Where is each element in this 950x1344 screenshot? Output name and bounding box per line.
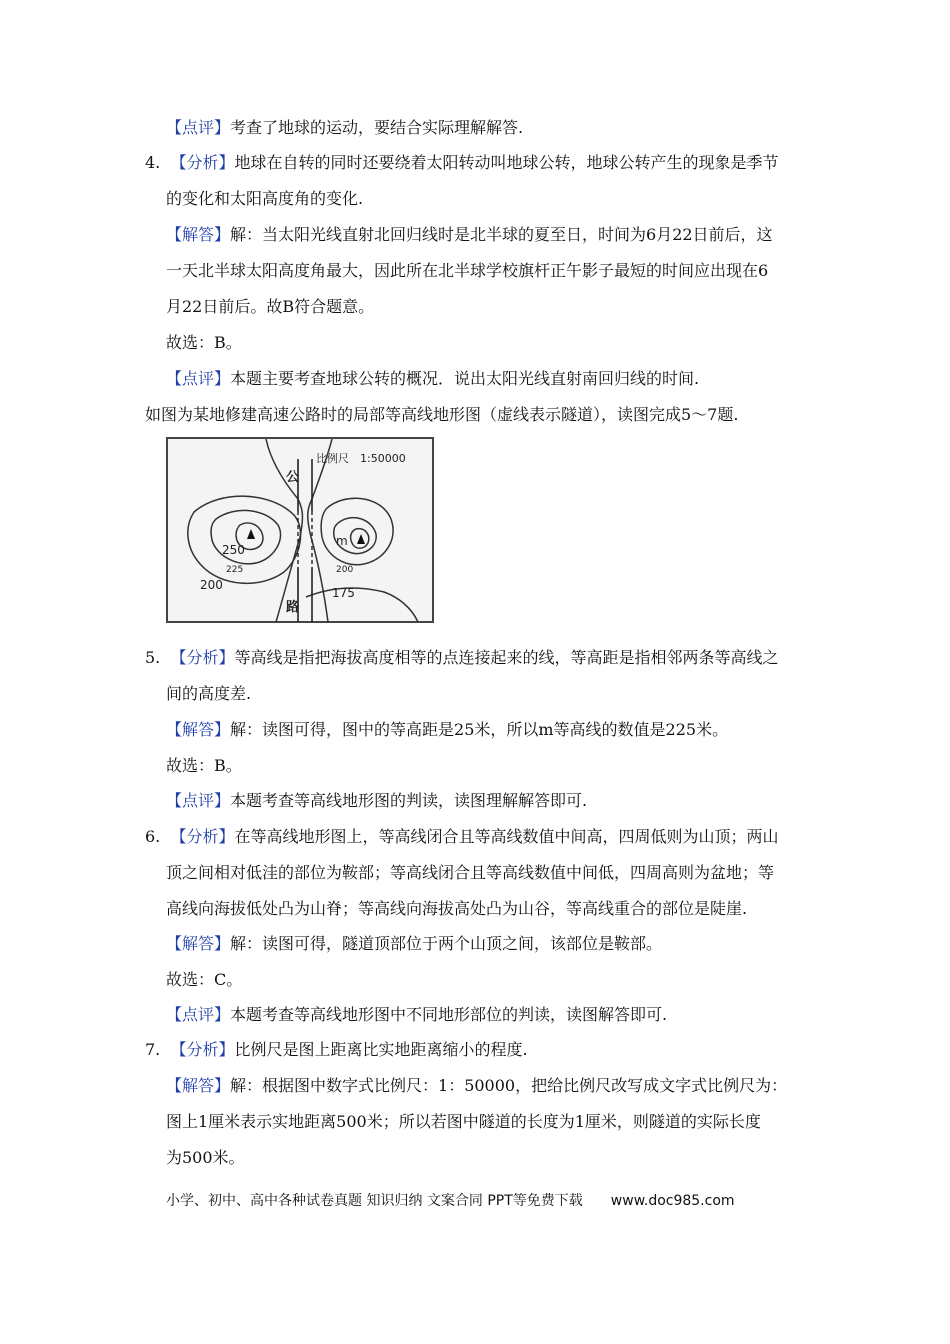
- footer-text: 小学、初中、高中各种试卷真题 知识归纳 文案合同 PPT等免费下载: [166, 1193, 583, 1209]
- question-4-answer: [166, 224, 773, 246]
- contour-label-225: 225: [226, 565, 244, 575]
- review-tag: 【点评】: [166, 369, 231, 388]
- scale-label: 比例尺 1:50000: [316, 452, 406, 465]
- line-text: 地球在自转的同时还要绕着太阳转动叫地球公转，地球公转产生的现象是季节: [234, 153, 779, 172]
- line-text: 等高线是指把海拔高度相等的点连接起来的线，等高距是指相邻两条等高线之: [234, 648, 779, 667]
- question-6-answer: [166, 933, 662, 955]
- intro-line: [145, 404, 738, 426]
- contour-label-m: m: [336, 534, 348, 548]
- line-text: 月22日前后。故B符合题意。: [166, 297, 375, 316]
- question-5-answer: [166, 719, 728, 741]
- analysis-tag: 【分析】: [170, 153, 235, 172]
- choice-line: [166, 755, 242, 777]
- review-line: [166, 790, 587, 812]
- text-line: [166, 260, 768, 282]
- contour-map-svg: [166, 437, 434, 623]
- question-number: 7.: [145, 1040, 161, 1059]
- line-text: 一天北半球太阳高度角最大，因此所在北半球学校旗杆正午影子最短的时间应出现在6: [166, 261, 769, 280]
- line-text: 本题考查等高线地形图中不同地形部位的判读，读图解答即可.: [230, 1005, 668, 1024]
- question-number: 4.: [145, 153, 161, 172]
- question-number: 5.: [145, 648, 161, 667]
- question-5-analysis: [145, 647, 778, 669]
- text-line: [166, 296, 374, 318]
- line-text: 解：读图可得，隧道顶部位于两个山顶之间，该部位是鞍部。: [230, 934, 663, 953]
- answer-tag: 【解答】: [166, 225, 231, 244]
- contour-map-figure: [166, 437, 434, 623]
- line-text: 故选：C。: [166, 970, 243, 989]
- text-line: [166, 1147, 245, 1169]
- contour-label-200-right: 200: [336, 565, 354, 575]
- line-text: 在等高线地形图上，等高线闭合且等高线数值中间高，四周低则为山顶；两山: [234, 827, 779, 846]
- review-tag: 【点评】: [166, 118, 231, 137]
- line-text: 考查了地球的运动，要结合实际理解解答.: [230, 118, 524, 137]
- analysis-tag: 【分析】: [170, 1040, 235, 1059]
- text-line: [166, 188, 363, 210]
- text-line: [166, 898, 747, 920]
- answer-tag: 【解答】: [166, 1076, 231, 1095]
- line-text: 比例尺是图上距离比实地距离缩小的程度.: [234, 1040, 528, 1059]
- line-text: 本题考查等高线地形图的判读，读图理解解答即可.: [230, 791, 588, 810]
- text-line: [166, 1111, 761, 1133]
- line-text: 故选：B。: [166, 333, 242, 352]
- question-7-analysis: [145, 1039, 528, 1061]
- line-text: 图上1厘米表示实地距离500米；所以若图中隧道的长度为1厘米，则隧道的实际长度: [166, 1112, 761, 1131]
- contour-label-250: 250: [222, 543, 245, 557]
- contour-label-175: 175: [332, 586, 355, 600]
- text-line: [166, 862, 774, 884]
- footer-url-link[interactable]: www.doc985.com: [610, 1193, 735, 1209]
- line-text: 故选：B。: [166, 756, 242, 775]
- question-6-analysis: [145, 826, 778, 848]
- road-label-top: 公: [286, 470, 300, 485]
- line-text: 间的高度差.: [166, 684, 252, 703]
- line-text: 顶之间相对低洼的部位为鞍部；等高线闭合且等高线数值中间低，四周高则为盆地；等: [166, 863, 775, 882]
- line-text: 解：当太阳光线直射北回归线时是北半球的夏至日，时间为6月22日前后，这: [230, 225, 773, 244]
- review-tag: 【点评】: [166, 1005, 231, 1024]
- review-line: [166, 117, 523, 139]
- line-text: 解：读图可得，图中的等高距是25米，所以m等高线的数值是225米。: [230, 720, 729, 739]
- contour-label-200-left: 200: [200, 578, 223, 592]
- answer-tag: 【解答】: [166, 720, 231, 739]
- line-text: 解：根据图中数字式比例尺：1：50000，把给比例尺改写成文字式比例尺为：: [230, 1076, 788, 1095]
- analysis-tag: 【分析】: [170, 827, 235, 846]
- review-tag: 【点评】: [166, 791, 231, 810]
- text-line: [166, 683, 251, 705]
- question-7-answer: [166, 1075, 787, 1097]
- line-text: 本题主要考查地球公转的概况．说出太阳光线直射南回归线的时间.: [230, 369, 700, 388]
- question-number: 6.: [145, 827, 161, 846]
- road-label-bottom: 路: [286, 600, 300, 615]
- line-text: 为500米。: [166, 1148, 245, 1167]
- question-4-analysis: [145, 152, 778, 174]
- review-line: [166, 1004, 667, 1026]
- answer-tag: 【解答】: [166, 934, 231, 953]
- review-line: [166, 368, 699, 390]
- choice-line: [166, 969, 242, 991]
- line-text: 的变化和太阳高度角的变化.: [166, 189, 364, 208]
- analysis-tag: 【分析】: [170, 648, 235, 667]
- choice-line: [166, 332, 242, 354]
- footer: [166, 1190, 735, 1212]
- line-text: 高线向海拔低处凸为山脊；等高线向海拔高处凸为山谷，等高线重合的部位是陡崖.: [166, 899, 748, 918]
- line-text: 如图为某地修建高速公路时的局部等高线地形图（虚线表示隧道），读图完成5～7题.: [145, 405, 739, 424]
